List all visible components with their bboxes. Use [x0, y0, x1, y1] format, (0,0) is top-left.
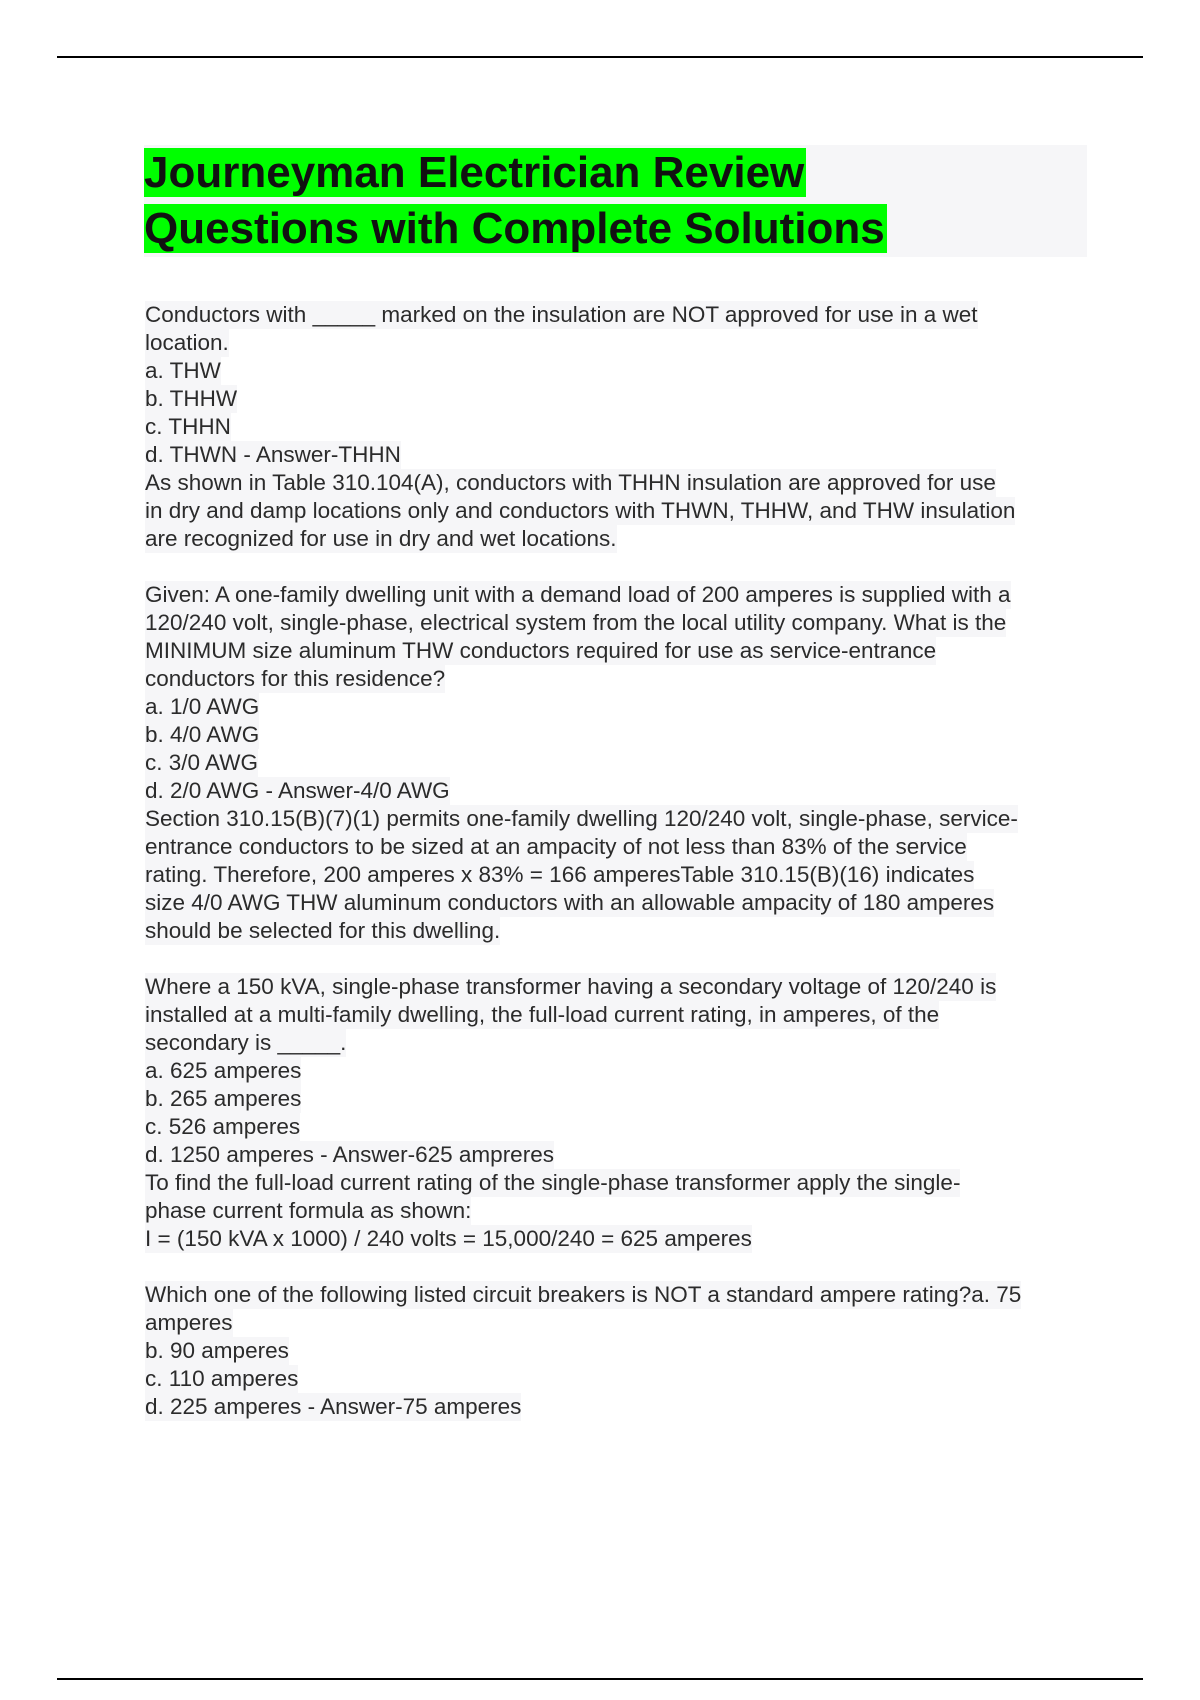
- question-line: d. 225 amperes - Answer-75 amperes: [145, 1394, 522, 1419]
- question-line: d. THWN - Answer-THHN: [145, 442, 401, 467]
- question-line: installed at a multi-family dwelling, the full-load current rating, in amperes, of the: [145, 1002, 940, 1027]
- question-line: are recognized for use in dry and wet locations.: [145, 526, 617, 551]
- question-line: Where a 150 kVA, single-phase transformer having a secondary voltage of 120/240 is: [145, 974, 997, 999]
- top-rule: [57, 56, 1143, 58]
- question-block: [145, 301, 1095, 553]
- document-title: [144, 145, 1087, 257]
- bottom-rule: [57, 1678, 1143, 1680]
- question-line: Which one of the following listed circuit breakers is NOT a standard ampere rating?a. 75: [145, 1282, 1022, 1307]
- question-line: c. 110 amperes: [145, 1366, 299, 1391]
- question-line: b. 90 amperes: [145, 1338, 289, 1363]
- question-line: phase current formula as shown:: [145, 1198, 472, 1223]
- question-line: entrance conductors to be sized at an ampacity of not less than 83% of the service: [145, 834, 967, 859]
- question-line: a. 625 amperes: [145, 1058, 302, 1083]
- question-line: amperes: [145, 1310, 233, 1335]
- title-block: [144, 145, 1087, 257]
- question-block: [145, 973, 1095, 1253]
- question-line: I = (150 kVA x 1000) / 240 volts = 15,000/240 = 625 amperes: [145, 1226, 752, 1251]
- question-line: d. 2/0 AWG - Answer-4/0 AWG: [145, 778, 450, 803]
- question-line: should be selected for this dwelling.: [145, 918, 501, 943]
- question-line: location.: [145, 330, 229, 355]
- question-block: [145, 581, 1095, 945]
- question-line: conductors for this residence?: [145, 666, 446, 691]
- question-line: Conductors with _____ marked on the insulation are NOT approved for use in a wet: [145, 302, 978, 327]
- question-line: MINIMUM size aluminum THW conductors required for use as service-entrance: [145, 638, 937, 663]
- document-title-line-1: Journeyman Electrician Review: [144, 148, 805, 197]
- question-line: a. 1/0 AWG: [145, 694, 260, 719]
- question-line: Section 310.15(B)(7)(1) permits one-family dwelling 120/240 volt, single-phase, service-: [145, 806, 1018, 831]
- question-line: b. 265 amperes: [145, 1086, 302, 1111]
- question-line: in dry and damp locations only and conductors with THWN, THHW, and THW insulation: [145, 498, 1016, 523]
- question-line: 120/240 volt, single-phase, electrical system from the local utility company. What is the: [145, 610, 1007, 635]
- question-line: b. THHW: [145, 386, 238, 411]
- question-line: c. 526 amperes: [145, 1114, 301, 1139]
- question-line: secondary is _____.: [145, 1030, 347, 1055]
- question-line: As shown in Table 310.104(A), conductors with THHN insulation are approved for use: [145, 470, 996, 495]
- question-line: c. 3/0 AWG: [145, 750, 258, 775]
- question-line: c. THHN: [145, 414, 231, 439]
- question-block: [145, 1281, 1095, 1421]
- questions-list: [145, 301, 1095, 1449]
- document-title-line-2: Questions with Complete Solutions: [144, 204, 885, 253]
- question-line: b. 4/0 AWG: [145, 722, 260, 747]
- question-line: d. 1250 amperes - Answer-625 ampreres: [145, 1142, 554, 1167]
- question-line: To find the full-load current rating of the single-phase transformer apply the single-: [145, 1170, 961, 1195]
- question-line: rating. Therefore, 200 amperes x 83% = 166 amperesTable 310.15(B)(16) indicates: [145, 862, 975, 887]
- question-line: size 4/0 AWG THW aluminum conductors with an allowable ampacity of 180 amperes: [145, 890, 995, 915]
- question-line: a. THW: [145, 358, 221, 383]
- question-line: Given: A one-family dwelling unit with a demand load of 200 amperes is supplied with a: [145, 582, 1011, 607]
